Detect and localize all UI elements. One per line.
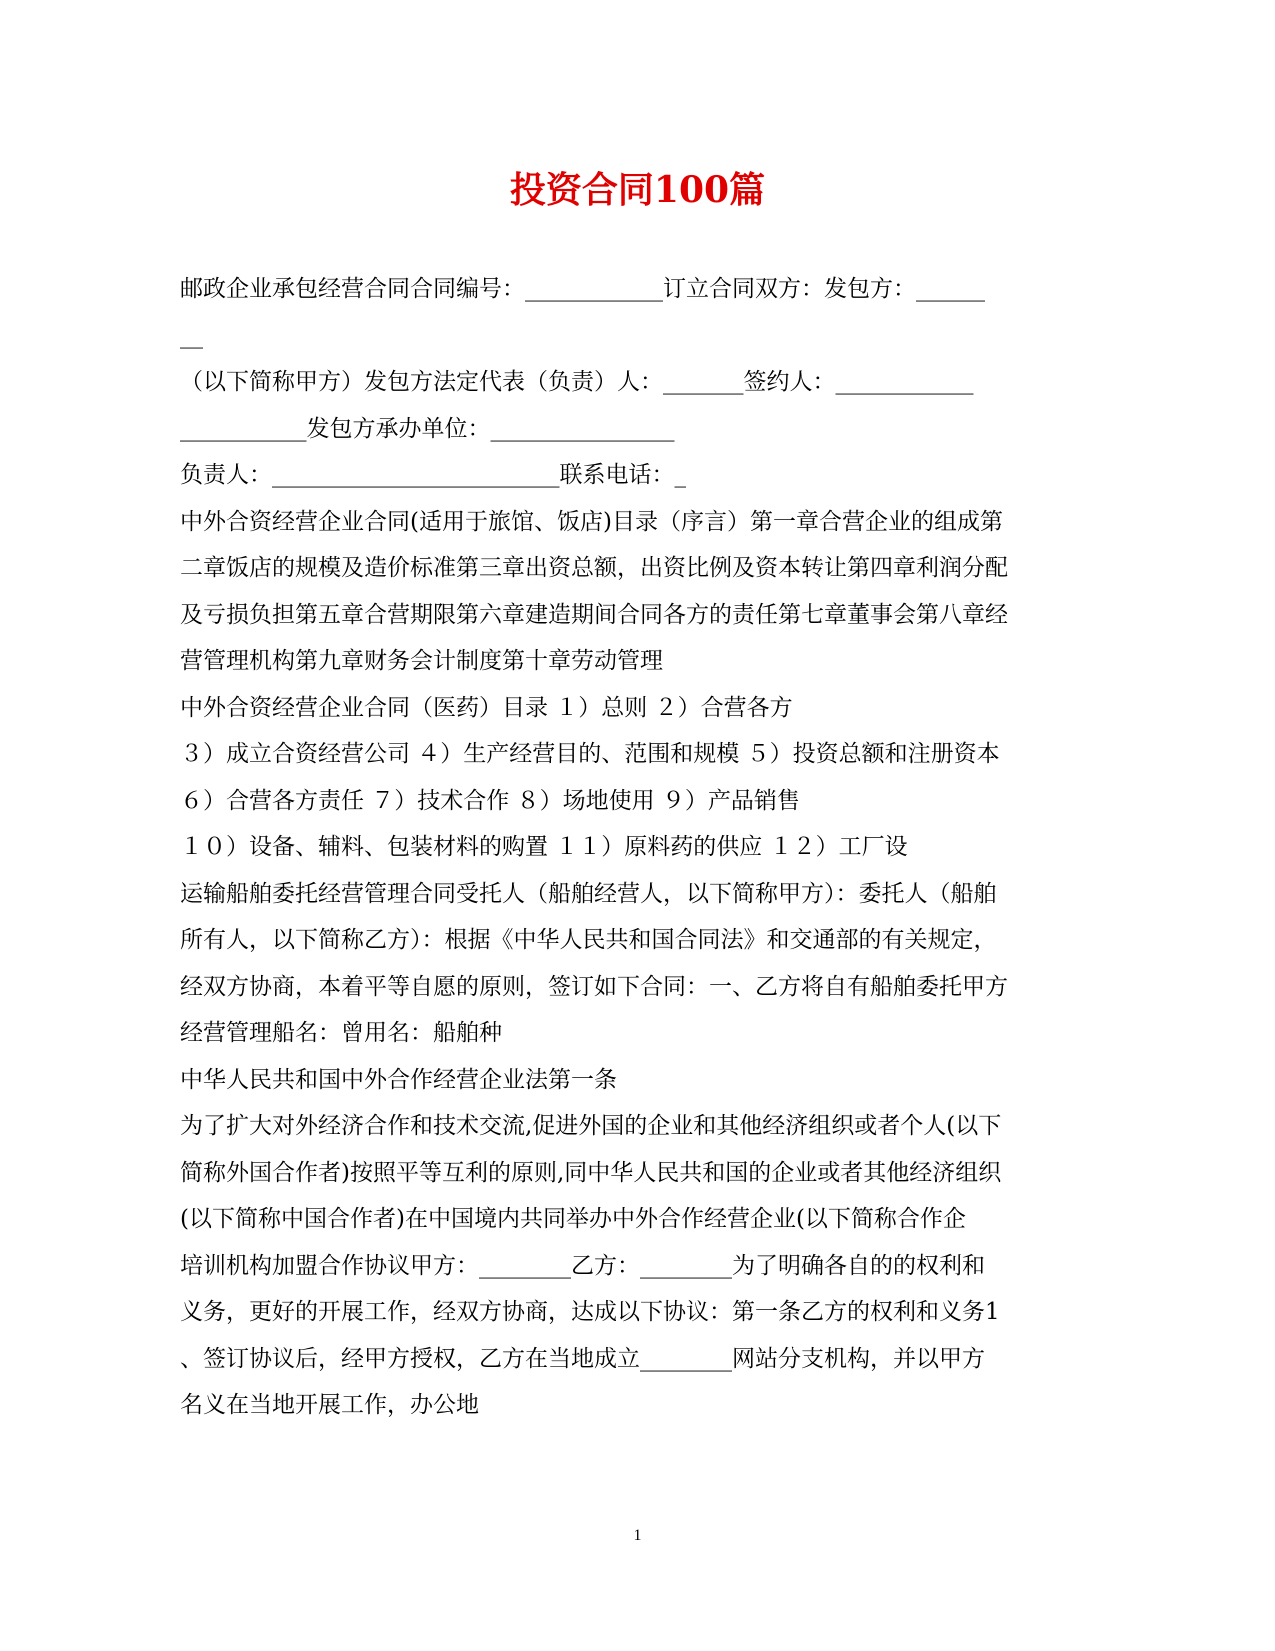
body-line: 中华人民共和国中外合作经营企业法第一条	[180, 1066, 617, 1093]
body-line: 运输船舶委托经营管理合同受托人（船舶经营人，以下简称甲方）：委托人（船舶	[180, 880, 997, 907]
body-line: 简称外国合作者)按照平等互利的原则,同中华人民共和国的企业或者其他经济组织	[180, 1159, 1002, 1186]
body-line: （以下简称甲方）发包方法定代表（负责）人：_______签约人：____________	[180, 369, 974, 395]
body-line: (以下简称中国合作者)在中国境内共同举办中外合作经营企业(以下简称合作企	[180, 1206, 966, 1232]
document-body	[180, 266, 1060, 1429]
body-line: 培训机构加盟合作协议甲方：________乙方：________为了明确各自的的权利和	[180, 1252, 985, 1279]
body-line: 经双方协商，本着平等自愿的原则，签订如下合同：一、乙方将自有船舶委托甲方	[180, 973, 1008, 1000]
body-line: 邮政企业承包经营合同合同编号：____________订立合同双方：发包方：______	[180, 276, 985, 302]
body-line: 义务，更好的开展工作，经双方协商，达成以下协议：第一条乙方的权利和义务1	[180, 1299, 1000, 1325]
body-line: 、签订协议后，经甲方授权，乙方在当地成立________网站分支机构，并以甲方	[180, 1345, 985, 1372]
body-line: 二章饭店的规模及造价标准第三章出资总额，出资比例及资本转让第四章利润分配	[180, 555, 1008, 581]
body-line: 中外合资经营企业合同（医药）目录 １）总则 ２）合营各方	[180, 694, 793, 721]
body-line: 营管理机构第九章财务会计制度第十章劳动管理	[180, 648, 663, 674]
body-line: 所有人，以下简称乙方）：根据《中华人民共和国合同法》和交通部的有关规定，	[180, 927, 997, 953]
document-title: 投资合同100篇	[509, 169, 766, 211]
body-line: ６）合营各方责任 ７）技术合作 ８）场地使用 ９）产品销售	[180, 787, 800, 814]
body-line: 名义在当地开展工作，办公地	[180, 1392, 479, 1418]
body-line: 负责人：_________________________联系电话：_	[180, 462, 686, 488]
body-line: １０）设备、辅料、包装材料的购置 １１）原料药的供应 １２）工厂设	[180, 834, 908, 860]
body-line: __	[180, 322, 203, 349]
body-line: ___________发包方承办单位：________________	[180, 415, 675, 442]
body-line: 中外合资经营企业合同(适用于旅馆、饭店)目录（序言）第一章合营企业的组成第	[180, 508, 1003, 535]
body-line: 为了扩大对外经济合作和技术交流,促进外国的企业和其他经济组织或者个人(以下	[180, 1113, 1002, 1139]
body-line: 及亏损负担第五章合营期限第六章建造期间合同各方的责任第七章董事会第八章经	[180, 601, 1008, 628]
page-number: 1	[633, 1527, 642, 1544]
body-line: 经营管理船名：曾用名：船舶种	[180, 1020, 502, 1046]
body-line: ３）成立合资经营公司 ４）生产经营目的、范围和规模 ５）投资总额和注册资本	[180, 741, 1000, 767]
